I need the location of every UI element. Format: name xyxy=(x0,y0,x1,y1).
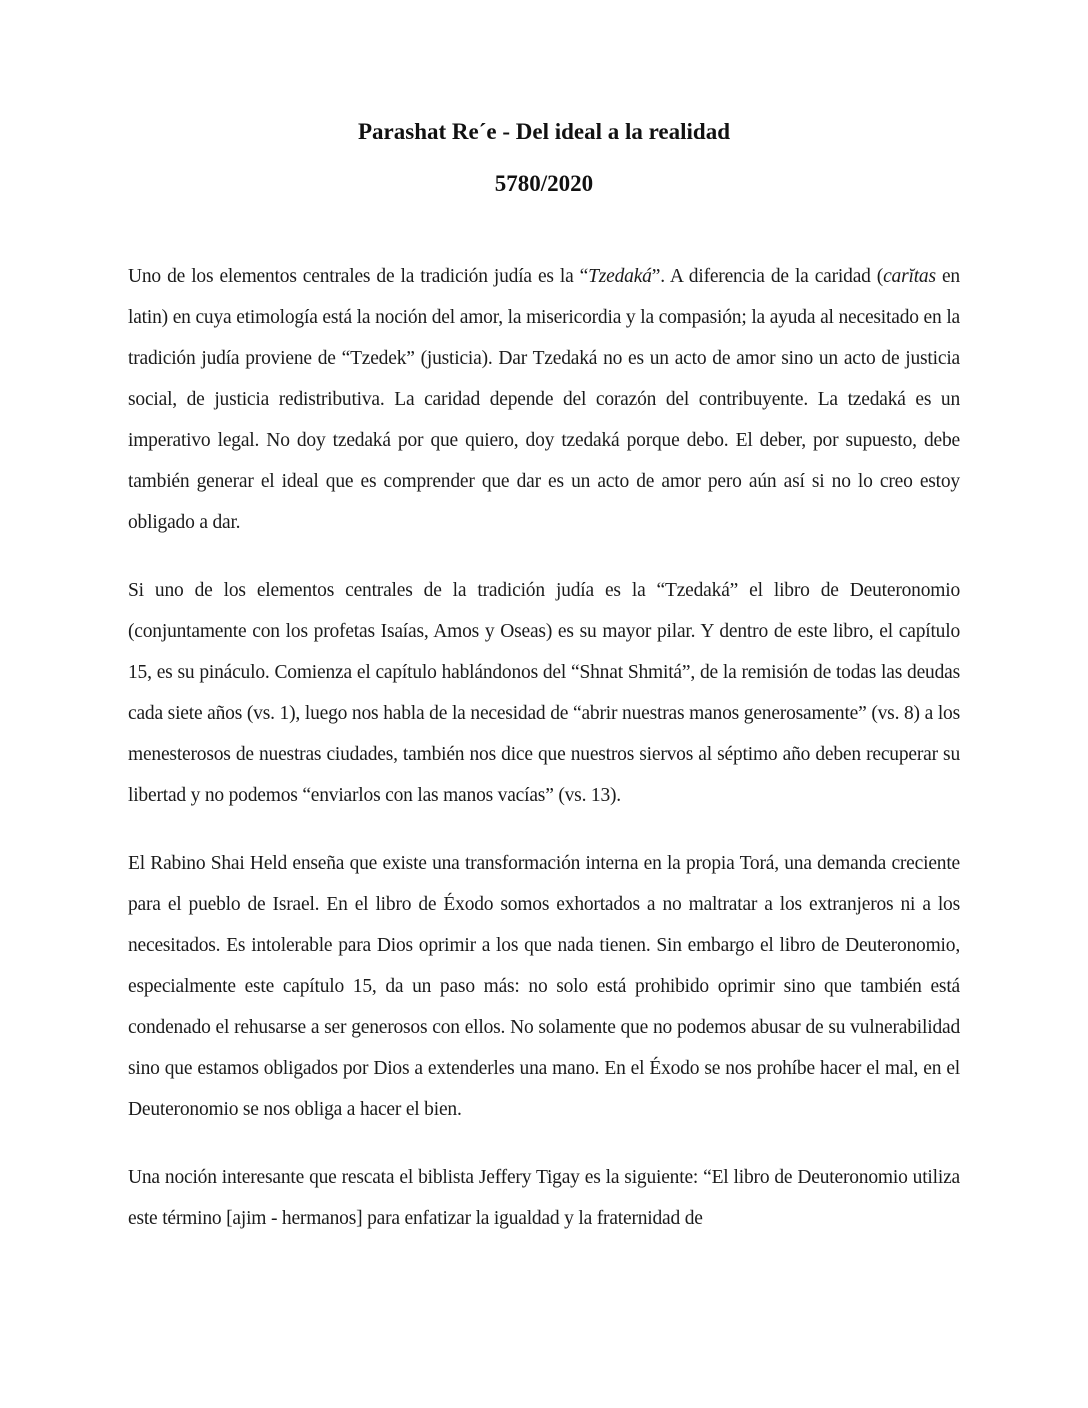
document-subtitle: 5780/2020 xyxy=(494,171,594,196)
paragraph-run: Una noción interesante que rescata el biblista Jeffery Tigay es la siguiente: “El libro de Deuteronomio utiliza este término [ajim - hermanos] para enfatizar la igualdad y la fraternidad de xyxy=(128,1167,960,1229)
paragraph xyxy=(128,256,960,543)
paragraph-run: El Rabino Shai Held enseña que existe una transformación interna en la propia Torá, una demanda creciente para el pueblo de Israel. En el libro de Éxodo somos exhortados a no maltratar a los extranjeros ni a los necesitados. Es intolerable para Dios oprimir a los que nada tienen. Sin embargo el libro de Deuteronomio, especialmente este capítulo 15, da un paso más: no solo está prohibido oprimir sino que también está condenado el rehusarse a ser generosos con ellos. No solamente que no podemos abusar de su vulnerabilidad sino que estamos obligados por Dios a extenderles una mano. En el Éxodo se nos prohíbe hacer el mal, en el Deuteronomio se nos obliga a hacer el bien. xyxy=(128,853,960,1120)
document-title: Parashat Re´e - Del ideal a la realidad xyxy=(358,119,730,144)
paragraph-run: Si uno de los elementos centrales de la tradición judía es la “Tzedaká” el libro de Deuteronomio (conjuntamente con los profetas Isaías, Amos y Oseas) es su mayor pilar. Y dentro de este libro, el capítulo 15, es su pináculo. Comienza el capítulo hablándonos del “Shnat Shmitá”, de la remisión de todas las deudas cada siete años (vs. 1), luego nos habla de la necesidad de “abrir nuestras manos generosamente” (vs. 8) a los menesterosos de nuestras ciudades, también nos dice que nuestros siervos al séptimo año deben recuperar su libertad y no podemos “enviarlos con las manos vacías” (vs. 13). xyxy=(128,580,960,806)
paragraph-run: en latin) en cuya etimología está la noción del amor, la misericordia y la compasión; la ayuda al necesitado en la tradición judía proviene de “Tzedek” (justicia). Dar Tzedaká no es un acto de amor sino un acto de justicia social, de justicia redistributiva. La caridad depende del corazón del contribuyente. La tzedaká es un imperativo legal. No doy tzedaká por que quiero, doy tzedaká porque debo. El deber, por supuesto, debe también generar el ideal que es comprender que dar es un acto de amor pero aún así si no lo creo estoy obligado a dar. xyxy=(128,266,960,533)
document-body xyxy=(128,256,960,1239)
paragraph-run-italic: carĭtas xyxy=(883,266,936,287)
paragraph xyxy=(128,843,960,1130)
paragraph xyxy=(128,1157,960,1239)
paragraph-run: Uno de los elementos centrales de la tradición judía es la “ xyxy=(128,266,589,287)
paragraph-run: ”. A diferencia de la caridad ( xyxy=(651,266,884,287)
paragraph-run-italic: Tzedaká xyxy=(588,266,652,287)
paragraph xyxy=(128,570,960,816)
